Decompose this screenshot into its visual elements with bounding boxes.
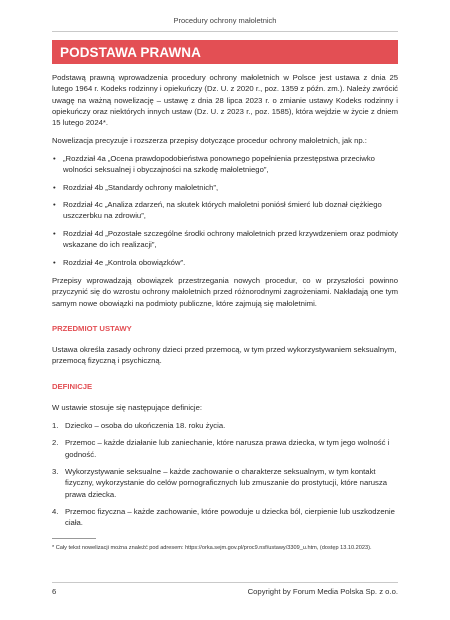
definition-number: 3. [52, 467, 59, 477]
definition-item [52, 466, 398, 500]
list-item: • „Rozdział 4a „Ocena prawdopodobieństwa ponownego popełnienia przestępstwa przeciwko wolności seksualnej i obyczajności na szkodę małoletniego”, [52, 153, 398, 176]
copyright-notice: Copyright by Forum Media Polska Sp. z o.o. [247, 587, 398, 596]
subject-paragraph: Ustawa określa zasady ochrony dzieci przed przemocą, w tym przed wykorzystywaniem seksualnym, przemocą fizyczną i psychiczną. [52, 345, 397, 366]
definition-number: 4. [52, 507, 59, 517]
footnote-divider [52, 538, 96, 539]
footnote: * Cały tekst nowelizacji można znaleźć pod adresem: https://orka.sejm.gov.pl/proc9.nsf/ustawy/3309_u.htm, (dostęp 13.10.2023). [52, 545, 372, 551]
definition-item [52, 420, 398, 431]
definition-text: Wykorzystywanie seksualne – każde zachowanie o charakterze seksualnym, w tym kontakt fizyczny, wykorzystanie do celów pornograficznych lub zmuszanie do prostytucji, które narusza prawa dziecka. [65, 467, 388, 499]
list-item: • Rozdział 4e „Kontrola obowiązków”. [52, 257, 398, 268]
page-number: 6 [52, 587, 57, 596]
definitions-list [52, 420, 398, 529]
chapter-list [52, 153, 398, 268]
definition-number: 2. [52, 438, 59, 448]
definitions-heading: DEFINICJE [52, 381, 93, 391]
footer-divider [52, 582, 398, 583]
definitions-intro: W ustawie stosuje się następujące definicje: [52, 402, 202, 412]
running-header: Procedury ochrony małoletnich [173, 16, 277, 25]
list-item: • Rozdział 4c „Analiza zdarzeń, na skutek których małoletni poniósł śmierć lub doznał ciężkiego uszczerbku na zdrowiu”, [52, 199, 398, 222]
section-title: PODSTAWA PRAWNA [60, 44, 202, 60]
definition-number: 1. [52, 420, 59, 430]
main-content [52, 72, 398, 535]
obligations-paragraph: Przepisy wprowadzają obowiązek przestrzegania nowych procedur, co w przyszłości powinno przyczynić się do wzrostu ochrony małoletnich przed różnorodnymi zagrożeniami. Nakładają one tym samym nowe obowiązki na podmioty publiczne, które zajmują się małoletnimi. [52, 275, 398, 308]
definition-item [52, 437, 398, 460]
header-divider [52, 31, 398, 32]
definition-text: Przemoc fizyczna – każde zachowanie, które powoduje u dziecka ból, cierpienie lub uszkodzenie ciała. [65, 507, 395, 528]
section-banner [52, 40, 398, 64]
intro-paragraph: Podstawą prawną wprowadzenia procedury ochrony małoletnich w Polsce jest ustawa z dnia 25 lutego 1964 r. Kodeks rodzinny i opiekuńczy (Dz. U. z 2020 r., poz. 1359 z późn. zm.). Należy zwrócić uwagę na ważną nowelizację – ustawę z dnia 28 lipca 2023 r. o zmianie ustawy Kodeks rodzinny i opiekuńczy oraz niektórych innych ustaw (Dz. U. z 2023 r., poz. 1585), która wejdzie w życie z dniem 15 lutego 2024*. [52, 73, 398, 128]
definition-item [52, 506, 398, 529]
definition-text: Przemoc – każde działanie lub zaniechanie, które narusza prawa dziecka, w tym jego wolność i godność. [65, 438, 390, 459]
list-item: • Rozdział 4b „Standardy ochrony małoletnich”, [52, 182, 398, 193]
subject-heading: PRZEDMIOT USTAWY [52, 323, 132, 333]
amendment-paragraph: Nowelizacja precyzuje i rozszerza przepisy dotyczące procedur ochrony małoletnich, jak np.: [52, 135, 367, 145]
definition-text: Dziecko – osoba do ukończenia 18. roku życia. [65, 420, 226, 430]
list-item: • Rozdział 4d „Pozostałe szczególne środki ochrony małoletnich przed krzywdzeniem oraz podmioty wskazane do ich realizacji”, [52, 228, 398, 251]
